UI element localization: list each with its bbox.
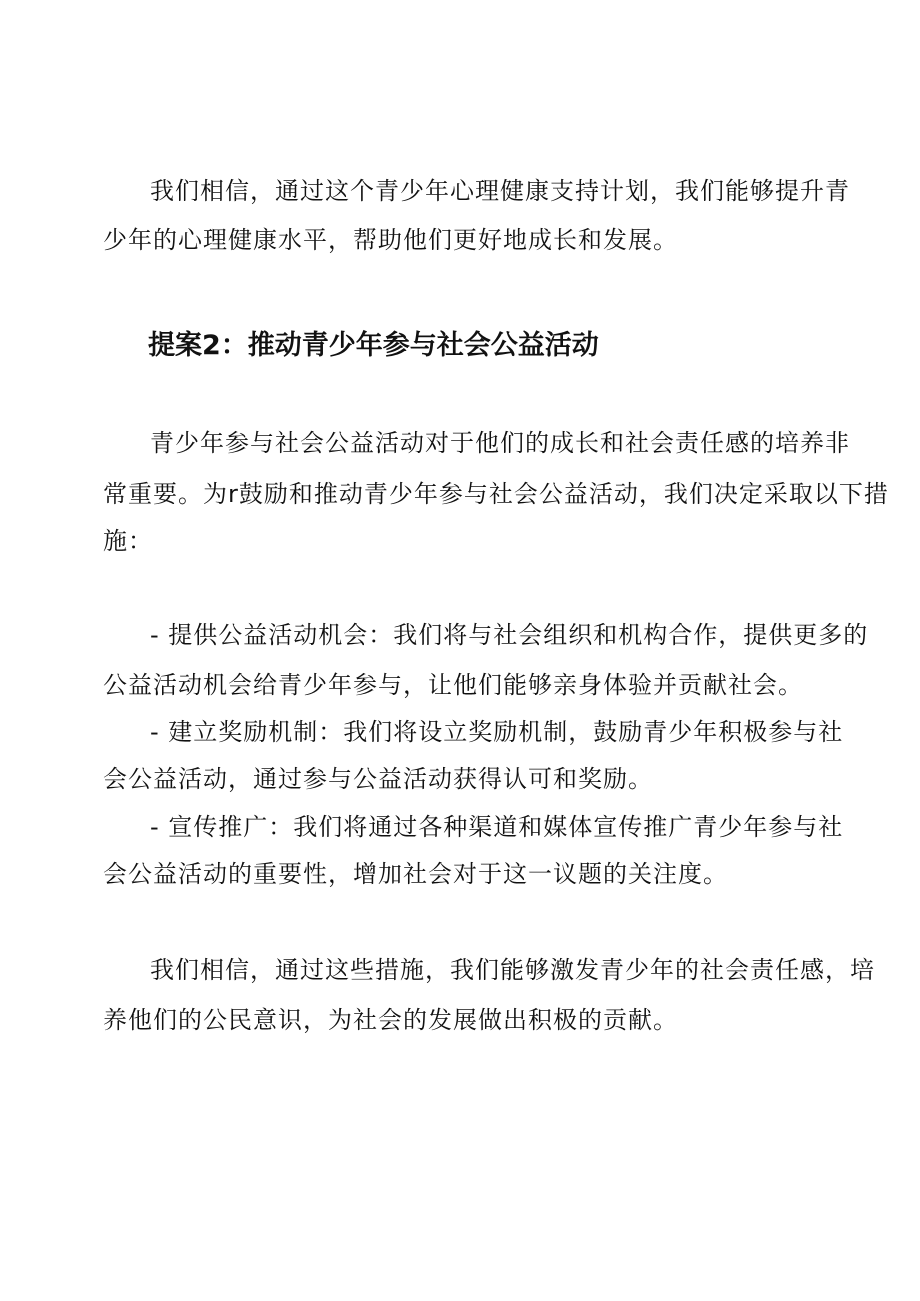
paragraph-1-line-1: 我们相信，通过这个青少年心理健康支持计划，我们能够提升青: [150, 177, 850, 205]
paragraph-3-line-1: 我们相信，通过这些措施，我们能够激发青少年的社会责任感，培: [150, 956, 875, 984]
bullet-3-line-1: - 宣传推广：我们将通过各种渠道和媒体宣传推广青少年参与社: [150, 813, 844, 841]
paragraph-2-line-2: 常重要。为r鼓励和推动青少年参与社会公益活动，我们决定采取以下措: [103, 480, 889, 508]
bullet-3-line-2: 会公益活动的重要性，增加社会对于这一议题的关注度。: [103, 860, 728, 888]
paragraph-2-line-3: 施：: [103, 527, 153, 555]
bullet-1-line-2: 公益活动机会给青少年参与，让他们能够亲身体验并贡献社会。: [103, 671, 803, 699]
paragraph-2-line-1: 青少年参与社会公益活动对于他们的成长和社会责任感的培养非: [150, 429, 850, 457]
bullet-2-line-1: - 建立奖励机制：我们将设立奖励机制，鼓励青少年积极参与社: [150, 718, 844, 746]
bullet-2-line-2: 会公益活动，通过参与公益活动获得认可和奖励。: [103, 765, 653, 793]
section-heading: 提案2：推动青少年参与社会公益活动: [148, 330, 599, 361]
paragraph-1-line-2: 少年的心理健康水平，帮助他们更好地成长和发展。: [103, 226, 678, 254]
paragraph-3-line-2: 养他们的公民意识，为社会的发展做出积极的贡献。: [103, 1006, 678, 1034]
bullet-1-line-1: - 提供公益活动机会：我们将与社会组织和机构合作，提供更多的: [150, 621, 869, 649]
